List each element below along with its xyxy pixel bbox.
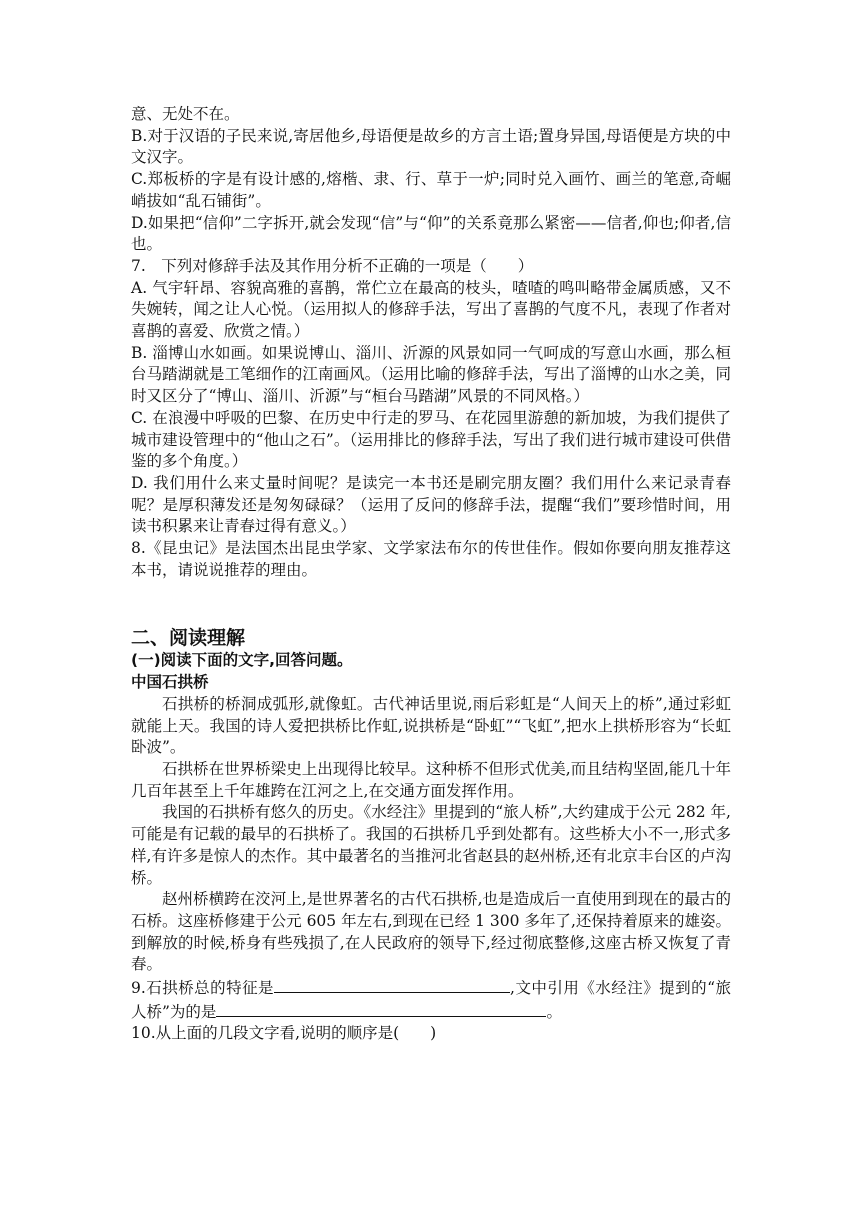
section-subtitle: (一)阅读下面的文字,回答问题。 (131, 651, 353, 670)
article-paragraph: 赵州桥横跨在洨河上,是世界著名的古代石拱桥,也是造成后一直使用到现在的最古的石桥。这座桥修建于公元 605 年左右,到现在已经 1 300 多年了,还保持着原来的雄姿。到解放的时候,桥身有些残损了,在人民政府的领导下,经过彻底整修,这座古桥又恢复了青春。 (131, 890, 731, 974)
q6-option-d: D.如果把“信仰”二字拆开,就会发现“信”与“仰”的关系竟那么紧密——信者,仰也;仰者,信也。 (131, 213, 731, 254)
q6-option-c: C.郑板桥的字是有设计感的,熔楷、隶、行、草于一炉;同时兑入画竹、画兰的笔意,奇崛峭拔如“乱石铺街”。 (131, 170, 731, 210)
q8-question: 8.《昆虫记》是法国杰出昆虫学家、文学家法布尔的传世佳作。假如你要向朋友推荐这本书，请说说推荐的理由。 (131, 539, 731, 579)
q10-question: 10.从上面的几段文字看,说明的顺序是( ) (131, 1024, 437, 1043)
q9-text-end: 。 (546, 1002, 562, 1021)
exam-page (131, 104, 731, 1045)
article-paragraph: 石拱桥的桥洞成弧形,就像虹。古代神话里说,雨后彩虹是“人间天上的桥”,通过彩虹就能上天。我国的诗人爱把拱桥比作虹,说拱桥是“卧虹”“飞虹”,把水上拱桥形容为“长虹卧波”。 (131, 694, 731, 757)
q9-answer-blank-1[interactable] (274, 976, 510, 993)
q7-option-c: C. 在浪漫中呼吸的巴黎、在历史中行走的罗马、在花园里游憩的新加坡，为我们提供了城市建设管理中的“他山之石”。（运用排比的修辞手法，写出了我们进行城市建设可供借鉴的多个角度。） (131, 408, 731, 471)
q9-text-1: 9.石拱桥总的特征是 (131, 979, 275, 998)
q7-stem: 7. 下列对修辞手法及其作用分析不正确的一项是（ ） (131, 256, 534, 275)
q9-question (131, 976, 731, 1023)
section-title: 二、阅读理解 (131, 627, 246, 650)
q7-option-d: D. 我们用什么来丈量时间呢？是读完一本书还是刷完朋友圈？我们用什么来记录青春呢？是厚积薄发还是匆匆碌碌？（运用了反问的修辞手法，提醒“我们”要珍惜时间，用读书积累来让青春过得有意义。） (131, 473, 731, 536)
section-gap (131, 581, 731, 626)
q9-answer-blank-2[interactable] (216, 1000, 546, 1017)
q6-option-a-tail: 意、无处不在。 (131, 105, 240, 123)
q7-option-a: A. 气宇轩昂、容貌高雅的喜鹊，常伫立在最高的枝头，喳喳的鸣叫略带金属质感，又不失婉转，闻之让人心悦。（运用拟人的修辞手法，写出了喜鹊的气度不凡，表现了作者对喜鹊的喜爱、欣赏之情。） (131, 278, 731, 341)
q6-option-b: B.对于汉语的子民来说,寄居他乡,母语便是故乡的方言土语;置身异国,母语便是方块的中文汉字。 (131, 126, 731, 167)
article-paragraph: 我国的石拱桥有悠久的历史。《水经注》里提到的“旅人桥”,大约建成于公元 282 年,可能是有记载的最早的石拱桥了。我国的石拱桥几乎到处都有。这些桥大小不一,形式多样,有许多是惊人的杰作。其中最著名的当推河北省赵县的赵州桥,还有北京丰台区的卢沟桥。 (131, 803, 731, 887)
article-title: 中国石拱桥 (131, 673, 209, 692)
q7-option-b: B. 淄博山水如画。如果说博山、淄川、沂源的风景如同一气呵成的写意山水画，那么桓台马踏湖就是工笔细作的江南画风。（运用比喻的修辞手法，写出了淄博的山水之美，同时又区分了“博山、淄川、沂源”与“桓台马踏湖”风景的不同风格。） (131, 343, 731, 406)
q9-text-2: ,文中引用《水经注》提到的“旅人桥”为的是 (131, 979, 731, 1021)
article-paragraph: 石拱桥在世界桥梁史上出现得比较早。这种桥不但形式优美,而且结构坚固,能几十年几百年甚至上千年雄跨在江河之上,在交通方面发挥作用。 (131, 759, 731, 800)
